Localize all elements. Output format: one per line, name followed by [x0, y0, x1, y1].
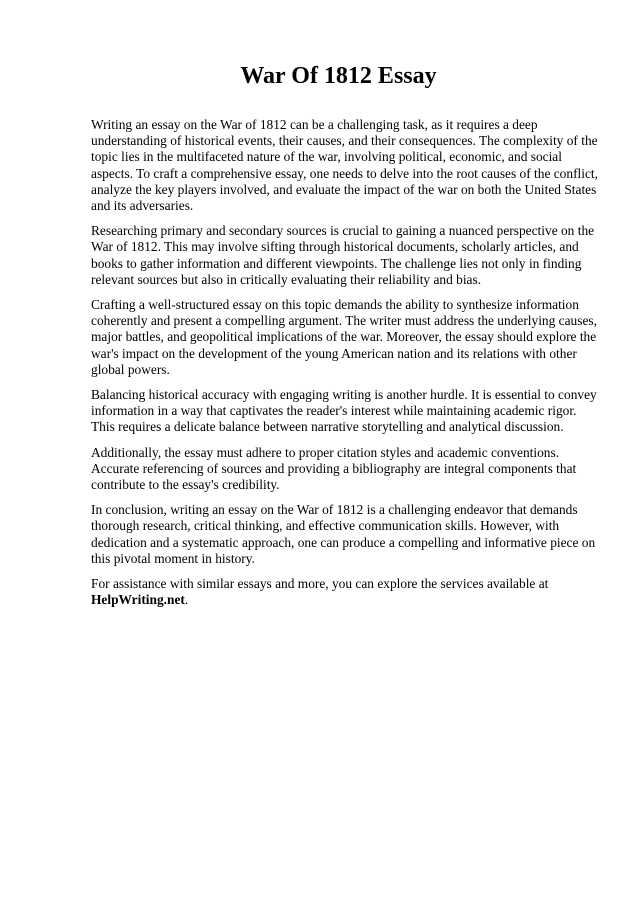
- paragraph-conclusion: In conclusion, writing an essay on the War of 1812 is a challenging endeavor that demands thorough research, critical thinking, and effective communication skills. However, with dedication and a systematic approach, one can produce a compelling and informative piece on this pivotal moment in history.: [91, 502, 596, 566]
- closing-period: .: [184, 592, 189, 608]
- paragraph-structure: Crafting a well-structured essay on this topic demands the ability to synthesize information coherently and present a compelling argument. The writer must address the underlying causes, major battles, and geopolitical implications of the war. Moreover, the essay should explore the war's impact on the development of the young American nation and its relations with other global powers.: [91, 297, 597, 377]
- page-title: War Of 1812 Essay: [240, 63, 437, 89]
- paragraph-intro: Writing an essay on the War of 1812 can be a challenging task, as it requires a deep understanding of historical events, their causes, and their consequences. The complexity of the topic lies in the multifaceted nature of the war, involving political, economic, and social aspects. To craft a comprehensive essay, one needs to delve into the root causes of the conflict, analyze the key players involved, and evaluate the impact of the war on both the United States and its adversaries.: [91, 117, 598, 214]
- closing-text: For assistance with similar essays and more, you can explore the services available at: [91, 576, 549, 592]
- paragraph-closing: [91, 576, 601, 608]
- helpwriting-link[interactable]: HelpWriting.net: [91, 592, 185, 608]
- paragraph-research: Researching primary and secondary sources is crucial to gaining a nuanced perspective on the War of 1812. This may involve sifting through historical documents, scholarly articles, and books to gather information and different viewpoints. The challenge lies not only in finding relevant sources but also in critically evaluating their reliability and bias.: [91, 223, 595, 287]
- paragraph-citation: Additionally, the essay must adhere to proper citation styles and academic conventions. Accurate referencing of sources and providing a bibliography are integral components that contribute to the essay's credibility.: [91, 444, 577, 493]
- paragraph-balance: Balancing historical accuracy with engaging writing is another hurdle. It is essential to convey information in a way that captivates the reader's interest while maintaining academic rigor. This requires a delicate balance between narrative storytelling and analytical discussion.: [91, 387, 597, 435]
